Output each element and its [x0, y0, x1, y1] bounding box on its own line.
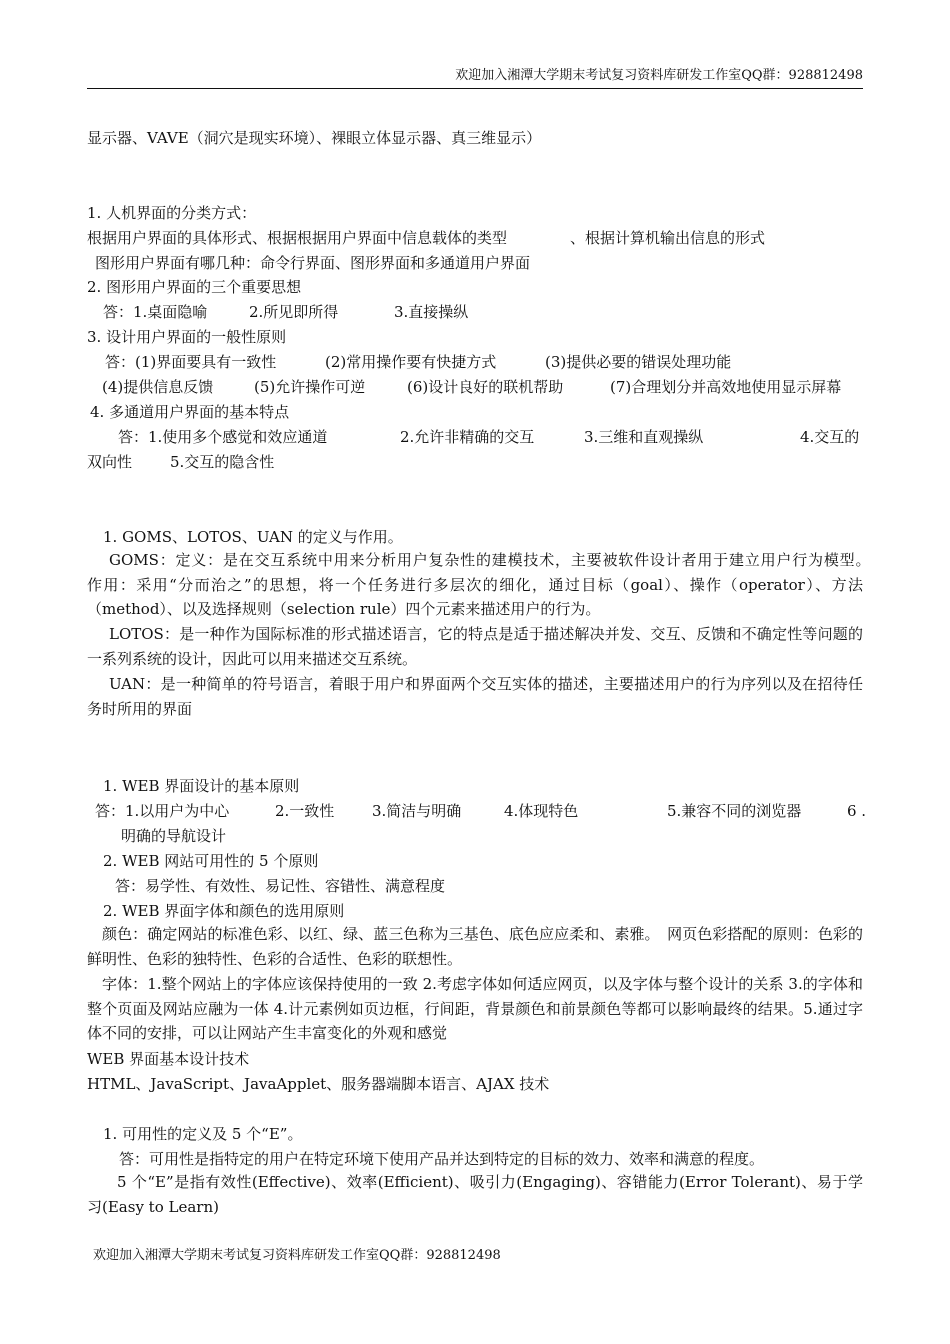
web-tech-list: HTML、JavaScript、JavaApplet、服务器端脚本语言、AJAX 技术 — [87, 1075, 550, 1093]
web-tech-heading: WEB 界面基本设计技术 — [87, 1050, 250, 1068]
answer-2-item: 2.所见即所得 — [249, 303, 339, 321]
lotos-paragraph: LOTOS：是一种作为国际标准的形式描述语言，它的特点是适于描述解决并发、交互、反馈和不确定性等问题的一系列系统的设计，因此可以用来描述交互系统。 — [87, 625, 863, 668]
web-principle-item: 答：1.以用户为中心 — [95, 802, 230, 820]
question-4-heading: 4. 多通道用户界面的基本特点 — [90, 403, 290, 421]
font-color-heading: 2. WEB 界面字体和颜色的选用原则 — [103, 902, 345, 920]
web-principle-item: 2.一致性 — [275, 802, 335, 820]
usability-principles-heading: 2. WEB 网站可用性的 5 个原则 — [103, 852, 319, 870]
answer-2-item: 3.直接操纵 — [394, 303, 469, 321]
answer-3-item: 答：(1)界面要具有一致性 — [105, 353, 277, 371]
answer-4-item: 双向性 — [87, 453, 133, 471]
page-footer: 欢迎加入湘潭大学期末考试复习资料库研发工作室QQ群：928812498 — [93, 1248, 501, 1263]
answer-4-item: 答：1.使用多个感觉和效应通道 — [118, 428, 328, 446]
usability-definition-answer: 答：可用性是指特定的用户在特定环境下使用产品并达到特定的目标的效力、效率和满意的程度。 — [119, 1150, 765, 1168]
answer-4-item: 4.交互的 — [800, 428, 860, 446]
usability-principles-answer: 答：易学性、有效性、易记性、容错性、满意程度 — [115, 877, 446, 895]
answer-4-item: 3.三维和直观操纵 — [584, 428, 704, 446]
answer-1-part-a: 根据用户界面的具体形式、根据根据用户界面中信息载体的类型 — [87, 229, 508, 247]
intro-line: 显示器、VAVE（洞穴是现实环境）、裸眼立体显示器、真三维显示） — [87, 129, 542, 147]
five-e-paragraph: 5 个“E”是指有效性(Effective)、效率(Efficient)、吸引力(Engaging)、容错能力(Error Tolerant)、易于学习(Easy to Learn) — [87, 1173, 863, 1216]
question-1-heading: 1. 人机界面的分类方式： — [87, 204, 257, 222]
usability-definition-heading: 1. 可用性的定义及 5 个“E”。 — [103, 1125, 303, 1143]
web-principle-item: 3.简洁与明确 — [372, 802, 462, 820]
color-paragraph: 颜色：确定网站的标准色彩、以红、绿、蓝三色称为三基色、底色应应柔和、素雅。 网页色彩搭配的原则：色彩的鲜明性、色彩的独特性、色彩的合适性、色彩的联想性。 — [87, 925, 863, 968]
answer-4-item: 2.允许非精确的交互 — [400, 428, 535, 446]
question-3-heading: 3. 设计用户界面的一般性原则 — [87, 328, 287, 346]
answer-1-part-c: 图形用户界面有哪几种：命令行界面、图形界面和多通道用户界面 — [95, 254, 531, 272]
web-principles-heading: 1. WEB 界面设计的基本原则 — [103, 777, 300, 795]
web-principle-item: 5.兼容不同的浏览器 — [667, 802, 802, 820]
question-2-heading: 2. 图形用户界面的三个重要思想 — [87, 278, 302, 296]
uan-paragraph: UAN：是一种简单的符号语言，着眼于用户和界面两个交互实体的描述，主要描述用户的行为序列以及在招待任务时所用的界面 — [87, 675, 863, 718]
answer-1-part-b: 、根据计算机输出信息的形式 — [570, 229, 766, 247]
web-principle-item: 明确的导航设计 — [121, 827, 227, 845]
web-principle-item: 4.体现特色 — [504, 802, 579, 820]
goms-paragraph: GOMS：定义：是在交互系统中用来分析用户复杂性的建模技术，主要被软件设计者用于建立用户行为模型。 作用：采用“分而治之”的思想，将一个任务进行多层次的细化，通过目标（goal）、操作（operator）、方法（method）、以及选择规则（selection rule）四个元素来描述用户的行为。 — [87, 551, 924, 618]
answer-4-item: 5.交互的隐含性 — [170, 453, 275, 471]
page-header: 欢迎加入湘潭大学期末考试复习资料库研发工作室QQ群：928812498 — [87, 66, 863, 89]
answer-3-item: (3)提供必要的错误处理功能 — [545, 353, 732, 371]
answer-3-item: (7)合理划分并高效地使用显示屏幕 — [610, 378, 842, 396]
answer-3-item: (4)提供信息反馈 — [102, 378, 214, 396]
answer-2-item: 答：1.桌面隐喻 — [103, 303, 208, 321]
answer-3-item: (6)设计良好的联机帮助 — [407, 378, 564, 396]
font-paragraph: 字体：1.整个网站上的字体应该保持使用的一致 2.考虑字体如何适应网页，以及字体与整个设计的关系 3.的字体和整个页面及网站应融为一体 4.计元素例如页边框，行间距，背景颜色和前景颜色等都可以影响最终的结果。5.通过字体不同的安排，可以让网站产生丰富变化的外观和感觉 — [87, 975, 863, 1042]
answer-3-item: (2)常用操作要有快捷方式 — [325, 353, 497, 371]
goms-question-heading: 1. GOMS、LOTOS、UAN 的定义与作用。 — [103, 528, 403, 546]
answer-3-item: (5)允许操作可逆 — [254, 378, 366, 396]
web-principle-item: 6 . — [847, 802, 867, 820]
